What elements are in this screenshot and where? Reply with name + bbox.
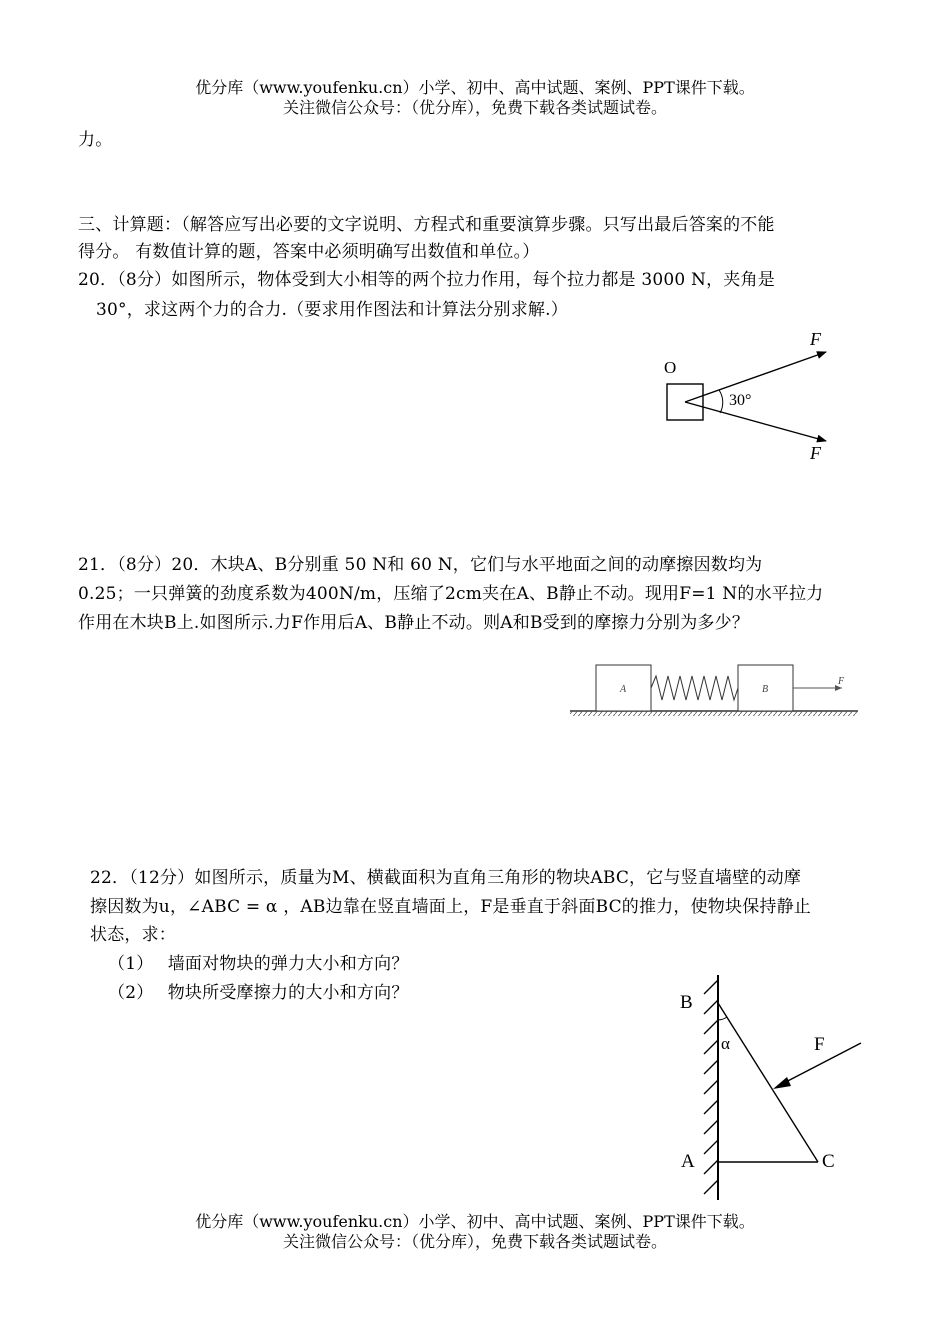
q21-label-b: B: [762, 684, 769, 695]
page-footer-line2: 关注微信公众号：（优分库），免费下载各类试题试卷。: [282, 1232, 667, 1251]
q21-line3: 作用在木块B上.如图所示.力F作用后A、B静止不动。则A和B受到的摩擦力分别为多少？: [78, 613, 750, 633]
q22-sub2: （2） 物块所受摩擦力的大小和方向？: [108, 983, 409, 1003]
q22-sub1: （1） 墙面对物块的弹力大小和方向？: [108, 954, 409, 974]
q20-angle-label: 30°: [729, 392, 752, 409]
page-header-line1: 优分库（www.youfenku.cn）小学、初中、高中试题、案例、PPT课件下载。: [195, 78, 755, 97]
q22-alpha-arc: [718, 1017, 727, 1020]
q21-label-a: A: [620, 684, 627, 695]
page-header-line2: 关注微信公众号：（优分库），免费下载各类试题试卷。: [282, 98, 667, 117]
q22-label-b: B: [680, 992, 693, 1013]
q22-label-alpha: α: [721, 1034, 730, 1053]
q22-line2: 擦因数为u，∠ABC = α ，AB边靠在竖直墙面上，F是垂直于斜面BC的推力，使物块保持静止: [90, 897, 811, 917]
q20-label-f-top: F: [810, 329, 821, 349]
section-title-line1: 三、计算题：（解答应写出必要的文字说明、方程式和重要演算步骤。只写出最后答案的不能: [78, 215, 775, 235]
q22-wall-hatch: [704, 980, 718, 1194]
q22-force-arrowhead: [773, 1077, 791, 1089]
section-title-line2: 得分。 有数值计算的题，答案中必须明确写出数值和单位。）: [78, 242, 540, 262]
q20-line2: 30°，求这两个力的合力.（要求用作图法和计算法分别求解.）: [96, 300, 568, 320]
page-footer-line1: 优分库（www.youfenku.cn）小学、初中、高中试题、案例、PPT课件下载。: [195, 1212, 755, 1231]
q22-label-c: C: [822, 1151, 835, 1172]
q22-side-bc: [718, 1003, 818, 1162]
q21-line1: 21．（8分）20．木块A、B分别重 50 N和 60 N，它们与水平地面之间的动摩擦因数均为: [78, 555, 763, 575]
q20-line1: 20．（8分）如图所示，物体受到大小相等的两个拉力作用，每个拉力都是 3000 N，夹角是: [78, 270, 775, 290]
q22-line1: 22．（12分）如图所示，质量为M、横截面积为直角三角形的物块ABC，它与竖直墙壁的动摩: [90, 868, 802, 888]
q22-label-f: F: [814, 1034, 825, 1055]
q22-label-a: A: [681, 1151, 695, 1172]
q20-label-o: O: [664, 358, 677, 377]
q21-label-f: F: [838, 676, 845, 687]
continuation-text: 力。: [78, 130, 113, 150]
q20-label-f-bottom: F: [810, 443, 821, 463]
q22-line3: 状态，求：: [90, 925, 176, 945]
q21-line2: 0.25；一只弹簧的劲度系数为400N/m，压缩了2cm夹在A、B静止不动。现用F=1 N的水平拉力: [78, 584, 824, 604]
